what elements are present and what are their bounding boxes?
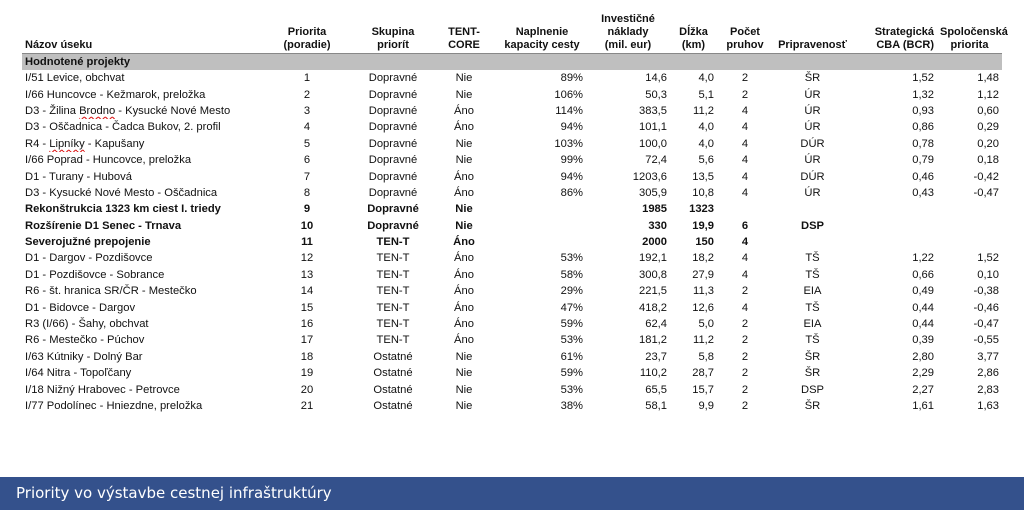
cell-social: -0,55: [973, 334, 999, 347]
cell-group: Dopravné: [368, 104, 418, 117]
cell-name: I/63 Kútniky - Dolný Bar: [25, 350, 143, 363]
cell-costs: 1203,6: [632, 170, 667, 183]
cell-name: D3 - Oščadnica - Čadca Bukov, 2. profil: [25, 121, 221, 134]
cell-group: TEN-T: [376, 334, 410, 347]
cell-length: 10,8: [692, 186, 714, 199]
cell-length: 5,1: [698, 88, 714, 101]
table-row: [22, 398, 1002, 414]
cell-readiness: ŠR: [804, 367, 821, 380]
header-capacity: Naplnenie kapacity cesty: [504, 26, 580, 51]
cell-tentcore: Nie: [455, 154, 473, 167]
cell-name: D1 - Turany - Hubová: [25, 170, 132, 183]
cell-priority: 20: [300, 383, 314, 396]
cell-capacity: 38%: [560, 400, 583, 412]
cell-group: Ostatné: [373, 383, 413, 396]
cell-tentcore: Áno: [454, 104, 474, 117]
cell-costs: 100,0: [639, 137, 667, 150]
cell-social: 0,60: [977, 104, 999, 117]
cell-cba: 0,49: [912, 285, 934, 298]
cell-group: Dopravné: [367, 219, 419, 232]
cell-social: [937, 234, 1002, 250]
cell-tentcore: Áno: [454, 318, 474, 331]
cell-name: R4 - Lipníky - Kapušany: [25, 137, 145, 150]
cell-name: D1 - Pozdišovce - Sobrance: [25, 268, 165, 281]
cell-cba: 0,78: [912, 137, 934, 150]
cell-tentcore: Áno: [454, 334, 474, 347]
cell-readiness: TŠ: [805, 334, 820, 347]
cell-readiness: ŠR: [804, 72, 821, 85]
cell-cba: 1,32: [912, 88, 934, 101]
cell-group: TEN-T: [376, 318, 410, 331]
cell-readiness: ÚR: [804, 88, 821, 101]
cell-costs: 23,7: [645, 350, 667, 363]
cell-length: 5,6: [698, 154, 714, 167]
cell-group: Dopravné: [368, 170, 418, 183]
table-row: [22, 316, 1002, 332]
spellcheck-word: Lipníky: [49, 137, 85, 150]
cell-name: D1 - Bidovce - Dargov: [25, 301, 136, 314]
cell-cba: [852, 234, 937, 250]
cell-capacity: 59%: [560, 318, 583, 331]
cell-priority: 16: [300, 318, 314, 331]
table-row: [22, 168, 1002, 184]
cell-tentcore: Nie: [455, 72, 473, 85]
cell-tentcore: Nie: [455, 137, 473, 150]
cell-costs: 305,9: [639, 186, 667, 199]
cell-group: TEN-T: [376, 268, 410, 281]
cell-costs: 50,3: [645, 88, 667, 101]
cell-priority: 12: [300, 252, 314, 265]
cell-tentcore: Nie: [455, 350, 473, 363]
header-lanes: Počet pruhov: [726, 26, 764, 51]
cell-group: Dopravné: [368, 72, 418, 85]
cell-priority: 11: [301, 236, 313, 249]
cell-name: I/18 Nižný Hrabovec - Petrovce: [25, 383, 180, 396]
cell-capacity: 103%: [554, 137, 583, 150]
cell-group: Ostatné: [373, 350, 413, 363]
cell-cba: 0,66: [912, 268, 934, 281]
cell-name: D3 - Kysucké Nové Mesto - Oščadnica: [25, 186, 218, 199]
cell-priority: 14: [300, 285, 314, 298]
cell-group: Dopravné: [368, 137, 418, 150]
section-label: Hodnotené projekty: [22, 54, 1002, 71]
cell-capacity: [498, 234, 586, 250]
cell-name: R3 (I/66) - Šahy, obchvat: [25, 318, 149, 331]
cell-social: 1,52: [977, 252, 999, 265]
table-row: [22, 234, 1002, 250]
cell-group: Dopravné: [368, 154, 418, 167]
cell-length: 12,6: [692, 301, 714, 314]
table-row: [22, 103, 1002, 119]
cell-capacity: 59%: [560, 367, 583, 380]
cell-name: I/66 Poprad - Huncovce, preložka: [25, 154, 192, 167]
cell-capacity: 94%: [560, 121, 583, 134]
cell-readiness: DSP: [800, 383, 824, 396]
cell-readiness: ÚR: [804, 104, 821, 117]
cell-readiness: DSP: [800, 219, 824, 232]
cell-capacity: 86%: [560, 186, 583, 199]
cell-lanes: 2: [741, 88, 749, 101]
cell-length: 18,2: [692, 252, 714, 265]
cell-name: I/64 Nitra - Topoľčany: [25, 367, 132, 380]
cell-lanes: 4: [741, 186, 749, 199]
table-row: [22, 365, 1002, 381]
cell-cba: 2,80: [912, 350, 934, 363]
cell-tentcore: Nie: [455, 400, 473, 412]
table-row: [22, 349, 1002, 365]
table-row: [22, 299, 1002, 315]
cell-name: Rozšírenie D1 Senec - Trnava: [25, 219, 182, 232]
header-length: Dĺžka (km): [679, 26, 708, 51]
cell-lanes: 2: [741, 334, 749, 347]
cell-readiness: [773, 201, 852, 217]
cell-group: Ostatné: [373, 367, 413, 380]
cell-social: 1,48: [977, 72, 999, 85]
cell-lanes: 4: [741, 154, 749, 167]
cell-name: R6 - št. hranica SR/ČR - Mestečko: [25, 285, 197, 298]
cell-lanes: 4: [741, 268, 749, 281]
cell-lanes: 2: [741, 318, 749, 331]
cell-tentcore: Áno: [454, 301, 474, 314]
header-costs: Investičné náklady (mil. eur): [601, 13, 655, 51]
cell-social: -0,47: [973, 186, 999, 199]
cell-name: D1 - Dargov - Pozdišovce: [25, 252, 153, 265]
cell-lanes: [717, 201, 773, 217]
cell-length: 11,2: [693, 334, 714, 347]
cell-lanes: 2: [741, 400, 749, 412]
cell-name: I/66 Huncovce - Kežmarok, preložka: [25, 88, 206, 101]
cell-lanes: 4: [741, 252, 749, 265]
cell-social: -0,46: [973, 301, 999, 314]
cell-tentcore: Áno: [454, 285, 474, 298]
cell-length: 4,0: [698, 121, 714, 134]
cell-costs: 383,5: [639, 104, 667, 117]
cell-readiness: ÚR: [804, 121, 821, 134]
cell-cba: 2,29: [912, 367, 934, 380]
cell-capacity: 61%: [560, 350, 583, 363]
cell-costs: 58,1: [645, 400, 667, 412]
cell-lanes: 2: [741, 285, 749, 298]
cell-costs: 300,8: [639, 268, 667, 281]
cell-capacity: 58%: [560, 268, 583, 281]
cell-readiness: DÚR: [800, 137, 825, 150]
cell-lanes: 2: [741, 367, 749, 380]
cell-tentcore: Nie: [455, 203, 473, 216]
cell-cba: 1,61: [912, 400, 934, 412]
cell-social: 1,63: [977, 400, 999, 412]
cell-social: 0,29: [977, 121, 999, 134]
cell-cba: 0,46: [912, 170, 934, 183]
cell-group: TEN-T: [376, 252, 410, 265]
cell-group: TEN-T: [376, 236, 410, 249]
cell-group: Ostatné: [373, 400, 413, 412]
table-row: [22, 86, 1002, 102]
cell-cba: 0,86: [912, 121, 934, 134]
cell-lanes: 4: [741, 170, 749, 183]
projects-table: [22, 6, 1008, 414]
cell-group: TEN-T: [376, 285, 410, 298]
cell-social: -0,42: [973, 170, 999, 183]
cell-cba: [852, 201, 937, 217]
cell-social: [937, 201, 1002, 217]
cell-priority: 4: [303, 121, 311, 134]
cell-name: I/51 Levice, obchvat: [25, 72, 125, 85]
cell-social: 1,12: [977, 88, 999, 101]
cell-readiness: TŠ: [805, 301, 820, 314]
cell-social: 0,10: [977, 268, 999, 281]
table-row: [22, 218, 1002, 234]
cell-tentcore: Nie: [455, 219, 473, 232]
cell-length: 13,5: [692, 170, 714, 183]
cell-social: 3,77: [977, 350, 999, 363]
cell-lanes: 2: [741, 72, 749, 85]
cell-priority: 21: [300, 400, 314, 412]
table-row: [22, 250, 1002, 266]
cell-social: -0,47: [973, 318, 999, 331]
cell-priority: 8: [303, 186, 311, 199]
cell-cba: [852, 218, 937, 234]
cell-length: 5,0: [698, 318, 714, 331]
cell-cba: 0,93: [912, 104, 934, 117]
cell-costs: 101,1: [639, 121, 667, 134]
cell-priority: 1: [303, 72, 311, 85]
cell-costs: 181,2: [639, 334, 667, 347]
spellcheck-word: Brodno: [79, 104, 116, 117]
cell-tentcore: Áno: [454, 252, 474, 265]
cell-capacity: 53%: [560, 383, 583, 396]
cell-length: 4,0: [698, 72, 714, 85]
cell-costs: 192,1: [639, 252, 667, 265]
cell-lanes: 4: [741, 104, 749, 117]
cell-cba: 0,39: [912, 334, 934, 347]
cell-readiness: [773, 234, 852, 250]
cell-length: 150: [695, 236, 714, 249]
cell-name: D3 - Žilina Brodno - Kysucké Nové Mesto: [25, 104, 231, 117]
header-social: Spoločenská priorita: [940, 26, 1008, 51]
cell-lanes: 4: [741, 301, 749, 314]
table-row: [22, 119, 1002, 135]
header-readiness: Pripravenosť: [778, 39, 847, 51]
cell-lanes: 4: [741, 236, 749, 249]
cell-length: 19,9: [692, 219, 714, 232]
cell-capacity: 99%: [560, 154, 583, 167]
section-row: [22, 54, 1002, 71]
cell-length: 11,2: [693, 104, 714, 117]
cell-priority: 10: [300, 219, 314, 232]
table-row: [22, 267, 1002, 283]
cell-tentcore: Áno: [454, 186, 474, 199]
cell-lanes: 4: [741, 137, 749, 150]
cell-social: 2,83: [977, 383, 999, 396]
header-row: [22, 6, 1002, 54]
cell-lanes: 4: [741, 121, 749, 134]
cell-readiness: ÚR: [804, 186, 821, 199]
cell-priority: 5: [303, 137, 311, 150]
table-row: [22, 381, 1002, 397]
cell-length: 28,7: [692, 367, 714, 380]
cell-priority: 13: [300, 268, 314, 281]
cell-capacity: 89%: [560, 72, 583, 85]
header-name: Názov úseku: [25, 39, 93, 51]
cell-capacity: 106%: [554, 88, 583, 101]
cell-tentcore: Áno: [454, 121, 474, 134]
table-row: [22, 332, 1002, 348]
cell-capacity: 114%: [555, 104, 583, 117]
table-row: [22, 70, 1002, 86]
cell-priority: 7: [303, 170, 311, 183]
cell-capacity: [498, 201, 586, 217]
cell-group: Dopravné: [368, 186, 418, 199]
cell-capacity: 29%: [560, 285, 583, 298]
cell-name: I/77 Podolínec - Hniezdne, preložka: [25, 400, 203, 412]
cell-name: Rekonštrukcia 1323 km ciest I. triedy: [25, 203, 221, 216]
cell-capacity: 94%: [560, 170, 583, 183]
cell-length: 11,3: [693, 285, 714, 298]
cell-tentcore: Áno: [454, 170, 474, 183]
cell-length: 5,8: [698, 350, 714, 363]
cell-cba: 1,52: [912, 72, 934, 85]
cell-group: Dopravné: [368, 121, 418, 134]
table-row: [22, 136, 1002, 152]
cell-capacity: [498, 218, 586, 234]
cell-readiness: EIA: [803, 318, 822, 331]
table-row: [22, 283, 1002, 299]
header-cba: Strategická CBA (BCR): [874, 26, 934, 51]
cell-social: [937, 218, 1002, 234]
cell-costs: 65,5: [645, 383, 667, 396]
cell-capacity: 53%: [560, 252, 583, 265]
cell-priority: 9: [303, 203, 311, 216]
cell-tentcore: Áno: [454, 268, 474, 281]
cell-length: 27,9: [692, 268, 714, 281]
cell-readiness: ÚR: [804, 154, 821, 167]
cell-priority: 19: [300, 367, 314, 380]
cell-group: TEN-T: [376, 301, 410, 314]
cell-social: 2,86: [977, 367, 999, 380]
footer-title: Priority vo výstavbe cestnej infraštruktúry: [16, 484, 332, 502]
cell-group: Dopravné: [367, 203, 419, 216]
header-group: Skupina priorít: [371, 26, 415, 51]
cell-group: Dopravné: [368, 88, 418, 101]
cell-length: 4,0: [698, 137, 714, 150]
cell-length: 15,7: [692, 383, 714, 396]
cell-cba: 0,79: [912, 154, 934, 167]
cell-readiness: EIA: [803, 285, 822, 298]
cell-priority: 18: [300, 350, 314, 363]
header-priority: Priorita (poradie): [283, 26, 331, 51]
cell-cba: 0,44: [912, 301, 934, 314]
project-priority-table: [22, 6, 1008, 414]
cell-cba: 0,43: [912, 186, 934, 199]
cell-readiness: TŠ: [805, 252, 820, 265]
cell-costs: 110,2: [639, 367, 667, 380]
footer-banner: [0, 477, 1024, 510]
cell-costs: 221,5: [639, 285, 667, 298]
cell-tentcore: Nie: [455, 383, 473, 396]
cell-priority: 17: [300, 334, 314, 347]
cell-priority: 2: [303, 88, 311, 101]
cell-length: 1323: [689, 203, 714, 216]
cell-priority: 15: [300, 301, 314, 314]
cell-costs: 62,4: [645, 318, 667, 331]
table-row: [22, 185, 1002, 201]
cell-social: 0,18: [977, 154, 999, 167]
cell-readiness: TŠ: [805, 268, 820, 281]
cell-costs: 2000: [642, 236, 667, 249]
cell-costs: 330: [648, 219, 667, 232]
cell-costs: 14,6: [645, 72, 667, 85]
cell-tentcore: Nie: [455, 367, 473, 380]
cell-readiness: ŠR: [804, 400, 821, 412]
cell-cba: 0,44: [912, 318, 934, 331]
cell-lanes: 6: [741, 219, 749, 232]
cell-lanes: 2: [741, 383, 749, 396]
cell-name: R6 - Mestečko - Púchov: [25, 334, 145, 347]
cell-social: -0,38: [973, 285, 999, 298]
cell-length: 9,9: [698, 400, 714, 412]
cell-name: Severojužné prepojenie: [25, 236, 151, 249]
cell-costs: 418,2: [639, 301, 667, 314]
cell-cba: 1,22: [912, 252, 934, 265]
cell-priority: 6: [303, 154, 311, 167]
table-row: [22, 201, 1002, 217]
cell-capacity: 47%: [560, 301, 583, 314]
cell-costs: 72,4: [645, 154, 667, 167]
cell-lanes: 2: [741, 350, 749, 363]
cell-readiness: ŠR: [804, 350, 821, 363]
table-row: [22, 152, 1002, 168]
cell-tentcore: Áno: [453, 236, 475, 249]
cell-tentcore: Nie: [455, 88, 473, 101]
cell-cba: 2,27: [912, 383, 934, 396]
cell-social: 0,20: [977, 137, 999, 150]
cell-readiness: DÚR: [800, 170, 825, 183]
cell-costs: 1985: [642, 203, 667, 216]
cell-priority: 3: [303, 104, 311, 117]
header-tentcore: TENT-CORE: [448, 26, 480, 51]
cell-capacity: 53%: [560, 334, 583, 347]
